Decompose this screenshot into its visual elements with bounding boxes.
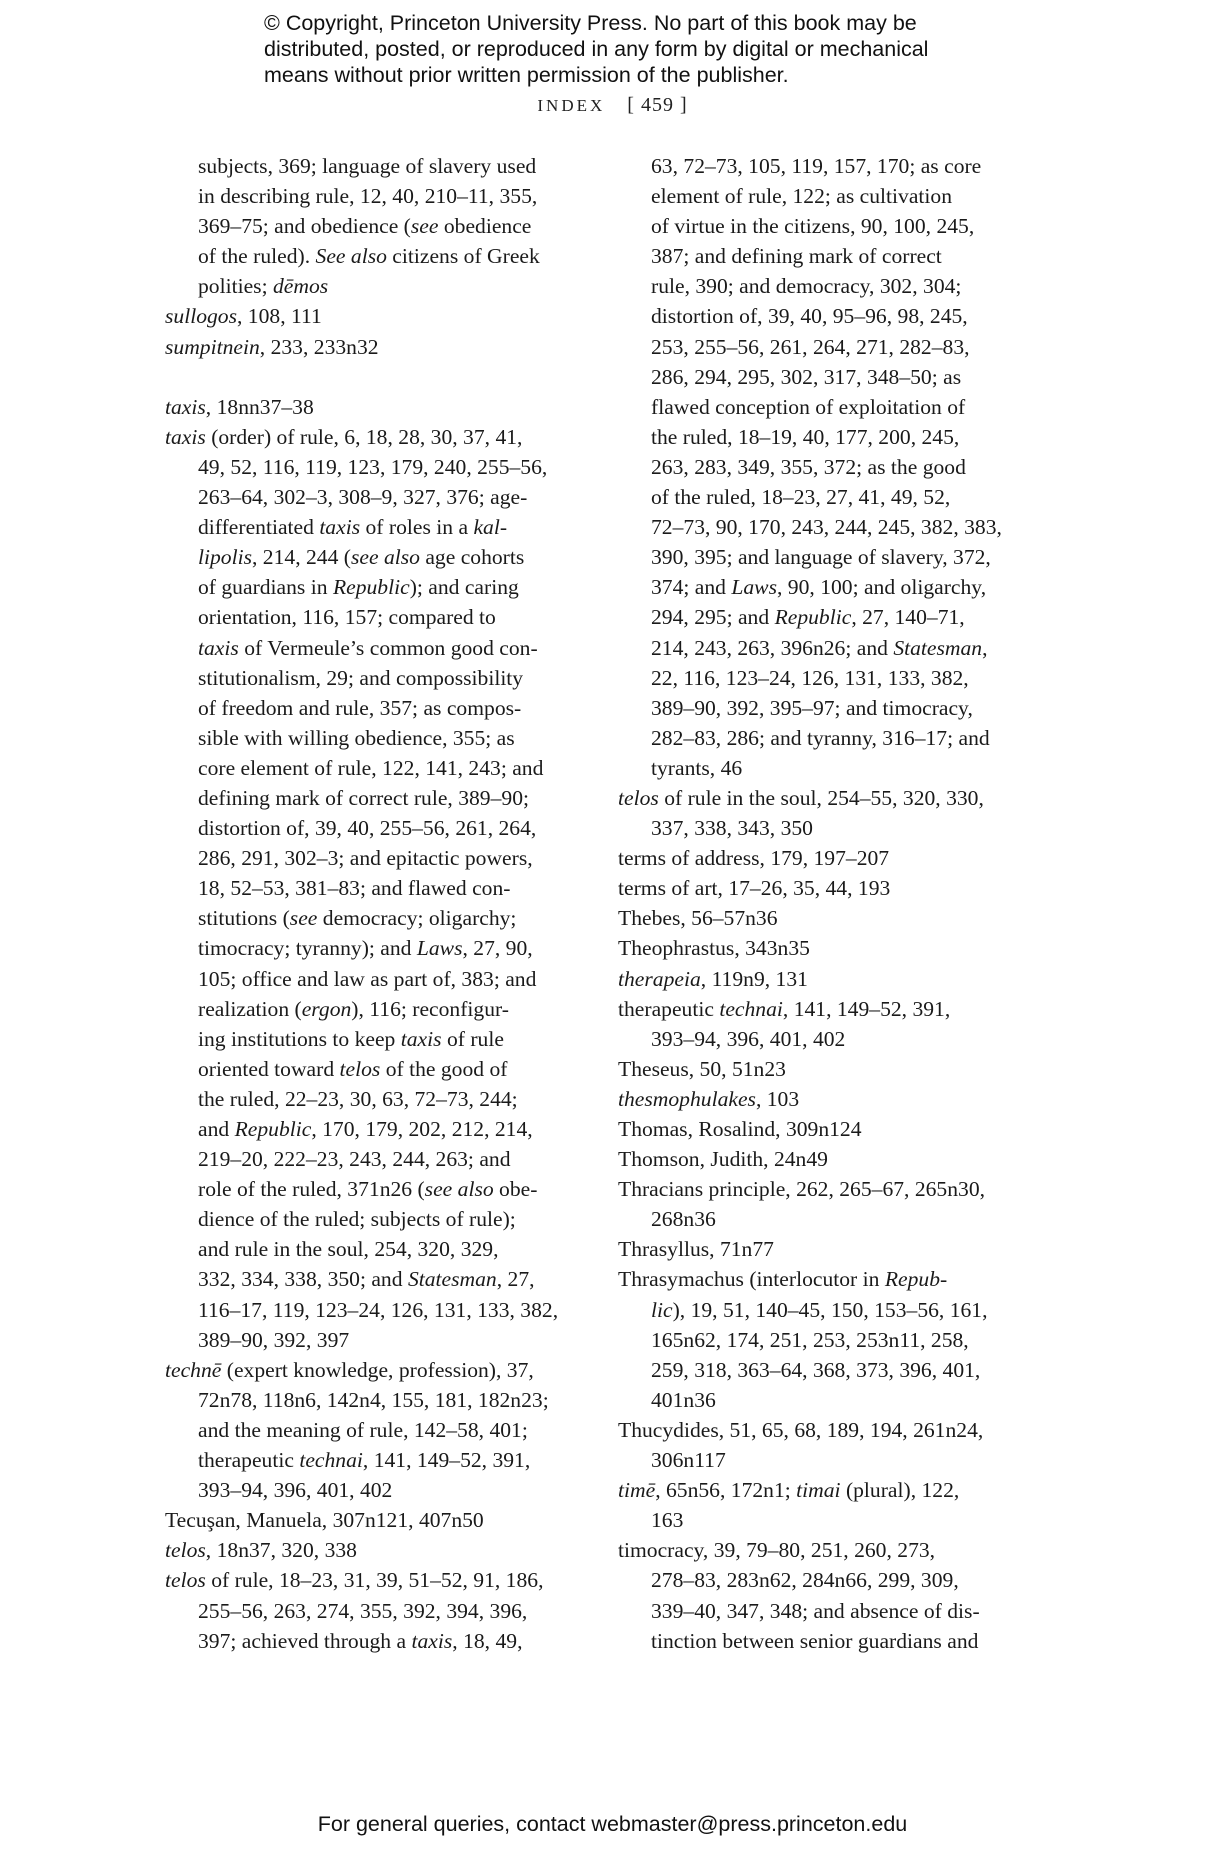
index-entry: terms of address, 179, 197–207	[618, 846, 890, 871]
copyright-line: means without prior written permission of the publisher.	[264, 63, 789, 87]
index-entry: Thrasymachus (interlocutor in Repub- lic), 19, 51, 140–45, 150, 153–56, 161, 165n62, 174, 251, 253, 253n11, 258, 259, 318, 363–64, 368, 373, 396, 401, 401n36	[618, 1267, 988, 1412]
copyright-line: © Copyright, Princeton University Press. No part of this book may be	[264, 11, 917, 35]
index-entry: telos of rule in the soul, 254–55, 320, 330, 337, 338, 343, 350	[618, 785, 984, 841]
page-number: [ 459 ]	[627, 94, 688, 116]
entry-spacer	[165, 362, 595, 392]
footer-contact: For general queries, contact webmaster@press.princeton.edu	[317, 1812, 908, 1836]
index-entry: terms of art, 17–26, 35, 44, 193	[618, 876, 891, 901]
index-entry: thesmophulakes, 103	[618, 1086, 800, 1111]
index-entry: Theophrastus, 343n35	[618, 936, 810, 961]
running-head	[0, 94, 1225, 117]
index-entry: telos, 18n37, 320, 338	[165, 1538, 357, 1563]
index-entry: timocracy, 39, 79–80, 251, 260, 273, 278–83, 283n62, 284n66, 299, 309, 339–40, 347, 348; and absence of dis- tinction between senior guardians and	[618, 1538, 980, 1653]
index-entry: sumpitnein, 233, 233n32	[165, 334, 379, 359]
copyright-notice	[264, 10, 1024, 88]
index-column-left	[165, 151, 595, 1656]
index-entry: Theseus, 50, 51n23	[618, 1056, 786, 1081]
index-entry-continued: 63, 72–73, 105, 119, 157, 170; as core element of rule, 122; as cultivation of virtue in the citizens, 90, 100, 245, 387; and defining mark of correct rule, 390; and democracy, 302, 304; distortion of, 39, 40, 95–96, 98, 245, 253, 255–56, 261, 264, 271, 282–83, 286, 294, 295, 302, 317, 348–50; as flawed conception of exploitation of the ruled, 18–19, 40, 177, 200, 245, 263, 283, 349, 355, 372; as the good of the ruled, 18–23, 27, 41, 49, 52, 72–73, 90, 170, 243, 244, 245, 382, 383, 390, 395; and language of slavery, 372, 374; and Laws, 90, 100; and oligarchy, 294, 295; and Republic, 27, 140–71, 214, 243, 263, 396n26; and Statesman, 22, 116, 123–24, 126, 131, 133, 382, 389–90, 392, 395–97; and timocracy, 282–83, 286; and tyranny, 316–17; and tyrants, 46	[651, 154, 1002, 780]
index-entry: Thrasyllus, 71n77	[618, 1237, 774, 1262]
section-title: INDEX	[537, 96, 606, 115]
index-entry: Thebes, 56–57n36	[618, 906, 778, 931]
index-entry: Thucydides, 51, 65, 68, 189, 194, 261n24, 306n117	[618, 1417, 984, 1473]
index-entry-continued: subjects, 369; language of slavery used in describing rule, 12, 40, 210–11, 355, 369–75; and obedience (see obedience of the ruled). See also citizens of Greek polities; dēmos	[198, 154, 540, 299]
index-entry: taxis, 18nn37–38	[165, 394, 314, 419]
index-entry: Thracians principle, 262, 265–67, 265n30, 268n36	[618, 1177, 986, 1232]
index-entry: Thomas, Rosalind, 309n124	[618, 1117, 862, 1141]
index-entry: sullogos, 108, 111	[165, 304, 322, 329]
index-entry: technē (expert knowledge, profession), 37, 72n78, 118n6, 142n4, 155, 181, 182n23; and the meaning of rule, 142–58, 401; therapeutic technai, 141, 149–52, 391, 393–94, 396, 401, 402	[165, 1357, 549, 1503]
index-entry: therapeia, 119n9, 131	[618, 966, 808, 991]
index-entry: therapeutic technai, 141, 149–52, 391, 393–94, 396, 401, 402	[618, 996, 951, 1051]
index-entry: Thomson, Judith, 24n49	[618, 1147, 828, 1172]
index-entry: telos of rule, 18–23, 31, 39, 51–52, 91, 186, 255–56, 263, 274, 355, 392, 394, 396, 397; achieved through a taxis, 18, 49,	[165, 1568, 544, 1653]
copyright-line: distributed, posted, or reproduced in any form by digital or mechanical	[264, 37, 929, 61]
index-entry: Tecuşan, Manuela, 307n121, 407n50	[165, 1508, 484, 1533]
index-entry: taxis (order) of rule, 6, 18, 28, 30, 37, 41, 49, 52, 116, 119, 123, 179, 240, 255–56, 263–64, 302–3, 308–9, 327, 376; age- differentiated taxis of roles in a kal- lipolis, 214, 244 (see also age cohorts of guardians in Republic); and caring orientation, 116, 157; compared to taxis of Vermeule’s common good con- stitutionalism, 29; and compossibility of freedom and rule, 357; as compos- sible with willing obedience, 355; as core element of rule, 122, 141, 243; and defining mark of correct rule, 389–90; distortion of, 39, 40, 255–56, 261, 264, 286, 291, 302–3; and epitactic powers, 18, 52–53, 381–83; and flawed con- stitutions (see democracy; oligarchy; timocracy; tyranny); and Laws, 27, 90, 105; office and law as part of, 383; and realization (ergon), 116; reconfigur- ing institutions to keep taxis of rule oriented toward telos of the good of the ruled, 22–23, 30, 63, 72–73, 244; and Republic, 170, 179, 202, 212, 214, 219–20, 222–23, 243, 244, 263; and role of the ruled, 371n26 (see also obe- dience of the ruled; subjects of rule); and rule in the soul, 254, 320, 329, 332, 334, 338, 350; and Statesman, 27, 116–17, 119, 123–24, 126, 131, 133, 382, 389–90, 392, 397	[165, 424, 559, 1352]
index-entry: timē, 65n56, 172n1; timai (plural), 122, 163	[618, 1478, 960, 1533]
index-column-right	[618, 151, 1058, 1656]
